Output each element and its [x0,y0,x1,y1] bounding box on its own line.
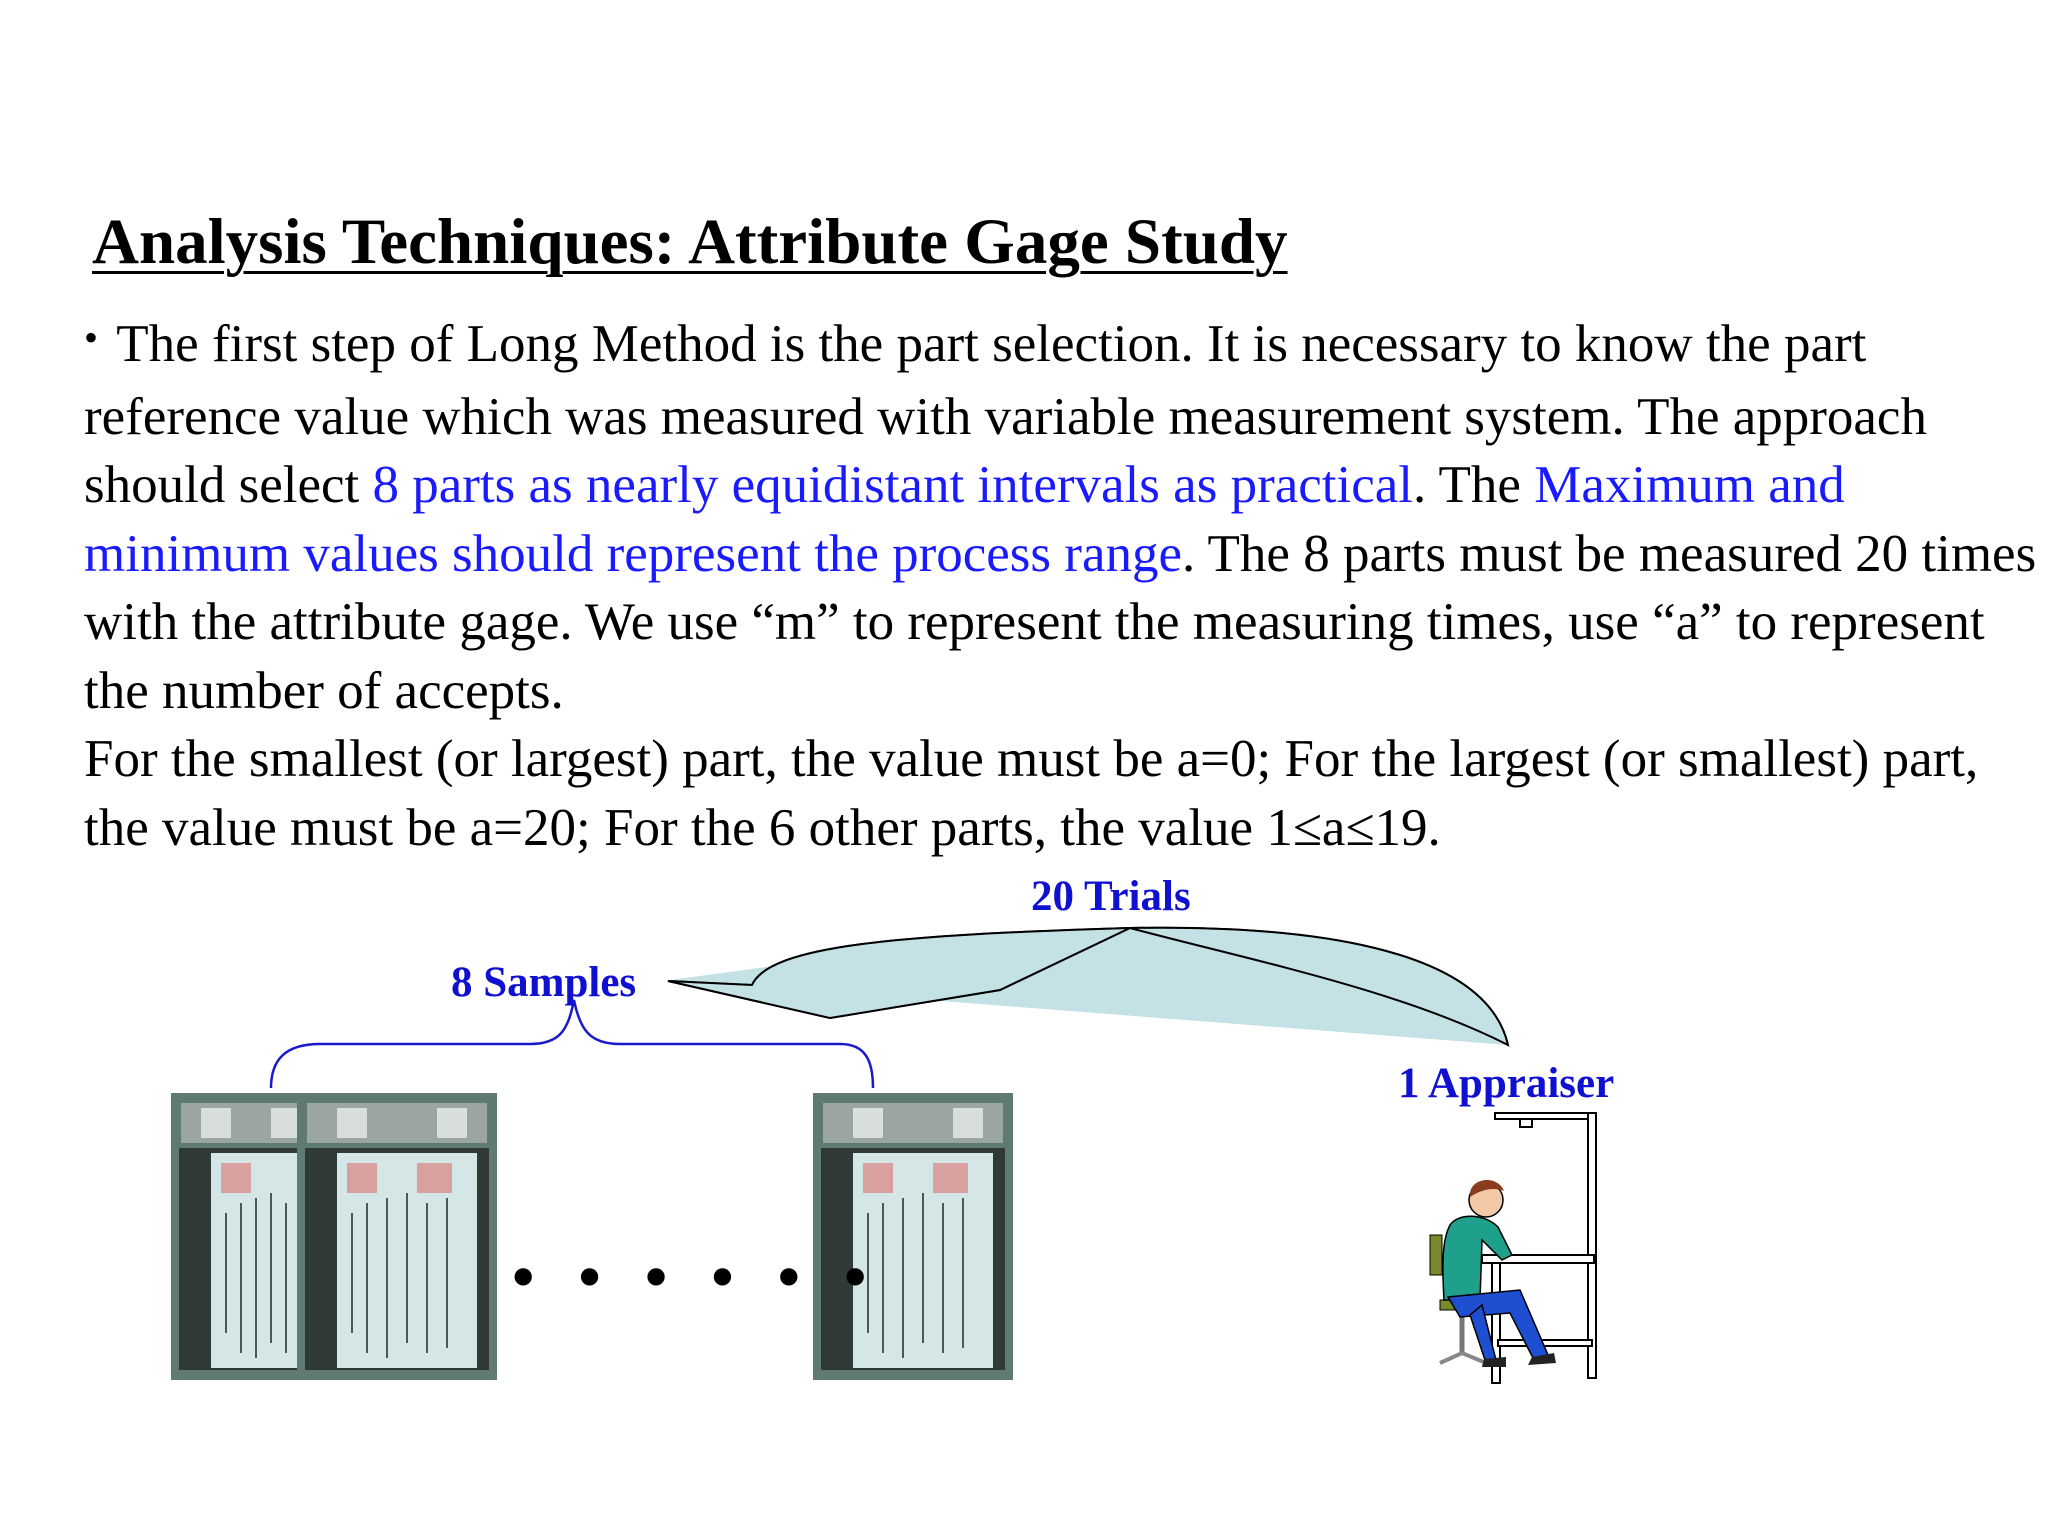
highlight-equidistant: 8 parts as nearly equidistant intervals as practical [372,456,1413,514]
battery-image-2 [297,1093,497,1380]
appraiser-label: 1 Appraiser [1398,1060,1615,1107]
highlight-process-range: Maximum and minimum values should represent the process range [84,456,1845,583]
paragraph-1-text-c: . The 8 parts must be measured 20 times with the attribute gage. We use “m” to represent the measuring times, use “a” to represent the number of accepts. [84,524,2037,720]
ellipsis: • • • • • • [512,1241,881,1312]
samples-label: 8 Samples [451,959,637,1006]
slide-title: Analysis Techniques: Attribute Gage Study [92,206,1288,278]
paragraph-1-text-a: The first step of Long Method is the part selection. It is necessary to know the part reference value which was measured with variable measurement system. The approach should select [84,315,1927,514]
battery-image-8 [813,1093,1013,1380]
paragraph-2: For the smallest (or largest) part, the value must be a=0; For the largest (or smallest) part, the value must be a=20; For the 6 other parts, the value 1≤a≤19. [84,730,1979,857]
samples-brace [271,1000,873,1088]
appraiser-illustration [1420,1105,1620,1385]
bullet-icon: • [84,315,99,360]
paragraph-1-text-b: . The [1413,456,1535,514]
trials-label: 20 Trials [1031,873,1191,920]
